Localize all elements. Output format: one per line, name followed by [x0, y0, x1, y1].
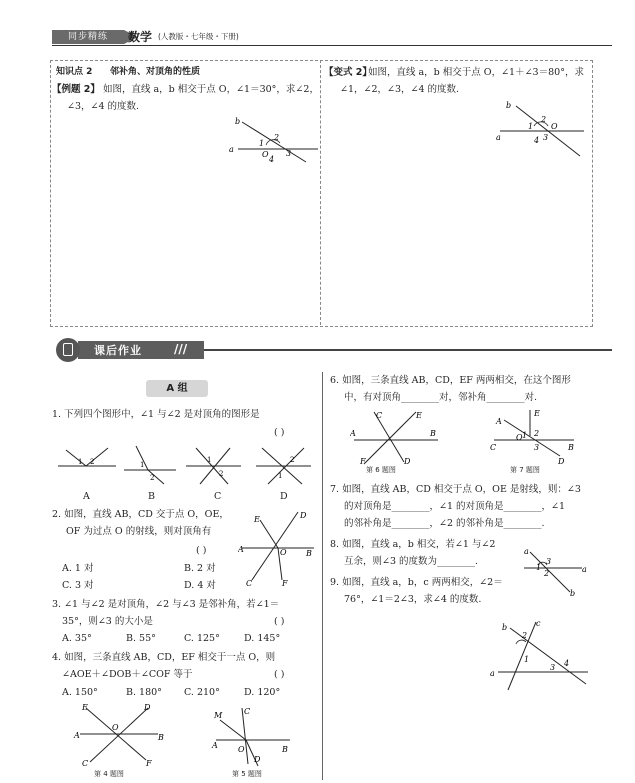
svg-text:F: F	[360, 457, 366, 466]
svg-text:1: 1	[524, 655, 530, 664]
q3-option-a: A. 35°	[62, 633, 92, 644]
q6-figure	[350, 408, 442, 468]
svg-text:a: a	[490, 669, 495, 678]
example-line-2: ∠3，∠4 的度数.	[67, 101, 140, 112]
svg-text:b: b	[570, 589, 576, 596]
q3-option-d: D. 145°	[244, 633, 281, 644]
q1-stem: 1. 下列四个图形中，∠1 与∠2 是对顶角的图形是	[52, 409, 260, 420]
svg-text:C: C	[82, 759, 89, 768]
homework-banner	[52, 338, 612, 362]
q9-stem-2: 76°，∠1＝2∠3，求∠4 的度数.	[344, 594, 482, 605]
svg-text:1: 1	[522, 431, 528, 440]
q3-stem-2: 35°，则∠3 的大小是	[62, 616, 153, 627]
q6-stem-1: 6. 如图，三条直线 AB，CD，EF 两两相交，在这个图形	[330, 375, 571, 386]
label-4: 4	[534, 136, 540, 145]
svg-text:A: A	[350, 429, 356, 438]
svg-text:C: C	[490, 443, 497, 452]
label-3: 3	[286, 149, 292, 158]
banner-title: 课后作业	[94, 344, 142, 357]
q1-option-d-label: D	[280, 491, 288, 502]
svg-text:1: 1	[278, 472, 283, 480]
q1-option-c-label: C	[214, 491, 222, 502]
book-icon	[56, 338, 80, 362]
svg-text:2: 2	[534, 429, 540, 438]
svg-text:D: D	[404, 457, 411, 466]
svg-text:2: 2	[290, 456, 295, 464]
banner-rule	[204, 349, 612, 351]
svg-text:1: 1	[207, 456, 212, 464]
example-figure	[226, 112, 322, 168]
q3-option-b: B. 55°	[126, 633, 156, 644]
svg-text:D: D	[254, 755, 261, 764]
svg-text:2: 2	[90, 458, 95, 466]
q3-stem-1: 3. ∠1 与∠2 是对顶角，∠2 与∠3 是邻补角，若∠1＝	[52, 599, 280, 610]
svg-text:O: O	[238, 745, 245, 754]
q1-option-a-label: A	[83, 491, 90, 502]
q4-option-d: D. 120°	[244, 687, 281, 698]
variant-label: 【变式 2】	[324, 67, 372, 78]
svg-text:O: O	[516, 433, 523, 442]
q1-option-b-label: B	[148, 491, 155, 502]
svg-text:O: O	[280, 548, 287, 557]
q1-option-d-figure	[256, 448, 311, 484]
svg-text:B: B	[306, 549, 312, 558]
q8-stem-1: 8. 如图，直线 a，b 相交，若∠1 与∠2	[330, 539, 496, 550]
example-label: 【例题 2】	[52, 84, 100, 95]
svg-text:D: D	[558, 457, 565, 466]
q4-option-b: B. 180°	[126, 687, 162, 698]
svg-text:C: C	[244, 707, 251, 716]
svg-text:2: 2	[150, 474, 155, 482]
header-tag: 同步精练	[52, 30, 124, 44]
svg-text:E: E	[416, 411, 422, 420]
label-a: a	[229, 145, 234, 154]
q4-figure	[72, 700, 164, 770]
svg-text:A: A	[212, 741, 218, 750]
label-b: b	[506, 101, 512, 110]
svg-text:2: 2	[219, 470, 224, 478]
q4-figure-caption: 第 4 题图	[94, 770, 124, 778]
q7-figure-caption: 第 7 题图	[510, 466, 540, 474]
svg-text:b: b	[502, 623, 508, 632]
svg-text:F: F	[146, 759, 152, 768]
q7-figure	[490, 406, 580, 466]
q2-answer-paren: ( )	[196, 545, 207, 556]
header-subject: 数学	[128, 30, 153, 44]
variant-line-2: ∠1，∠2，∠3，∠4 的度数.	[340, 84, 460, 95]
svg-text:2: 2	[522, 631, 528, 640]
q2-stem-1: 2. 如图，直线 AB，CD 交于点 O，OE，	[52, 509, 229, 520]
svg-text:E: E	[82, 703, 88, 712]
q2-option-b: B. 2 对	[184, 563, 216, 574]
q1-option-a-figure	[58, 448, 116, 466]
header-edition: (人教版・七年级・下册)	[158, 32, 239, 41]
svg-text:4: 4	[564, 659, 570, 668]
q4-stem-1: 4. 如图，三条直线 AB，CD，EF 相交于一点 O，则	[52, 652, 276, 663]
q5-figure	[210, 704, 296, 768]
svg-text:2: 2	[544, 569, 550, 578]
label-1: 1	[259, 139, 265, 148]
label-3: 3	[543, 133, 549, 142]
exercise-box-divider	[320, 60, 321, 325]
q1-answer-paren: ( )	[274, 427, 285, 438]
svg-text:1: 1	[536, 563, 542, 572]
q1-figures	[56, 440, 316, 502]
q2-option-c: C. 3 对	[62, 580, 94, 591]
label-1: 1	[528, 122, 534, 131]
svg-text:D: D	[144, 703, 151, 712]
column-divider	[322, 372, 323, 780]
svg-text:O: O	[112, 723, 119, 732]
group-label: A 组	[146, 380, 208, 397]
svg-text:3: 3	[550, 663, 556, 672]
svg-text:1: 1	[140, 461, 145, 469]
q6-figure-caption: 第 6 题图	[366, 466, 396, 474]
q8-figure	[520, 546, 590, 596]
svg-text:M: M	[214, 711, 223, 720]
svg-text:B: B	[430, 429, 436, 438]
page-header	[52, 28, 612, 46]
q5-figure-caption: 第 5 题图	[232, 770, 262, 778]
q2-stem-2: OF 为过点 O 的射线，则对顶角有	[66, 526, 212, 537]
svg-text:C: C	[246, 579, 253, 588]
svg-text:D: D	[300, 511, 307, 520]
svg-text:a: a	[582, 565, 587, 574]
example-line-1: 如图，直线 a，b 相交于点 O，∠1＝30°，求∠2，	[103, 84, 319, 95]
svg-text:B: B	[568, 443, 574, 452]
q4-option-a: A. 150°	[62, 687, 98, 698]
label-a: a	[496, 133, 501, 142]
label-o: O	[551, 122, 558, 131]
q2-option-a: A. 1 对	[62, 563, 94, 574]
q9-figure	[488, 618, 594, 692]
svg-text:c: c	[536, 619, 541, 628]
label-2: 2	[541, 115, 547, 124]
q3-answer-paren: ( )	[274, 616, 285, 627]
svg-text:A: A	[238, 545, 244, 554]
q1-option-c-figure	[186, 448, 241, 484]
svg-text:1: 1	[78, 458, 83, 466]
label-b: b	[235, 117, 241, 126]
variant-line-1: 如图，直线 a，b 相交于点 O，∠1＋∠3＝80°，求	[368, 67, 584, 78]
knowledge-point-label: 知识点 2	[56, 67, 93, 77]
svg-text:3: 3	[546, 557, 552, 566]
q8-stem-2: 互余，则∠3 的度数为________.	[344, 556, 479, 567]
q9-stem-1: 9. 如图，直线 a，b，c 两两相交，∠2＝	[330, 577, 503, 588]
banner-slash-decoration: ///	[174, 342, 188, 356]
label-2: 2	[274, 133, 280, 142]
q7-stem-3: 的邻补角是________，∠2 的邻补角是________.	[344, 518, 545, 529]
svg-text:a: a	[524, 547, 529, 556]
q6-stem-2: 中，有对顶角________对，邻补角________对.	[344, 392, 538, 403]
svg-text:A: A	[74, 731, 80, 740]
svg-text:A: A	[496, 417, 502, 426]
variant-figure	[496, 98, 588, 160]
q2-option-d: D. 4 对	[184, 580, 216, 591]
knowledge-point-title: 邻补角、对顶角的性质	[110, 67, 201, 77]
q7-stem-2: 的对顶角是________，∠1 的对顶角是________，∠1	[344, 501, 566, 512]
svg-text:B: B	[158, 733, 164, 742]
q2-figure	[238, 508, 318, 588]
svg-text:C: C	[376, 411, 383, 420]
q4-answer-paren: ( )	[274, 669, 285, 680]
q7-stem-1: 7. 如图，直线 AB，CD 相交于点 O，OE 是射线，则：∠3	[330, 484, 581, 495]
q4-stem-2: ∠AOE＋∠DOB＋∠COF 等于	[62, 669, 193, 680]
q4-option-c: C. 210°	[184, 687, 220, 698]
label-4: 4	[269, 155, 275, 164]
svg-text:E: E	[534, 409, 540, 418]
q1-option-b-figure	[124, 446, 176, 484]
label-o: O	[262, 150, 269, 159]
header-rule	[52, 45, 612, 46]
svg-text:F: F	[282, 579, 288, 588]
svg-text:E: E	[254, 515, 260, 524]
svg-text:3: 3	[534, 443, 540, 452]
q3-option-c: C. 125°	[184, 633, 220, 644]
svg-text:B: B	[282, 745, 288, 754]
